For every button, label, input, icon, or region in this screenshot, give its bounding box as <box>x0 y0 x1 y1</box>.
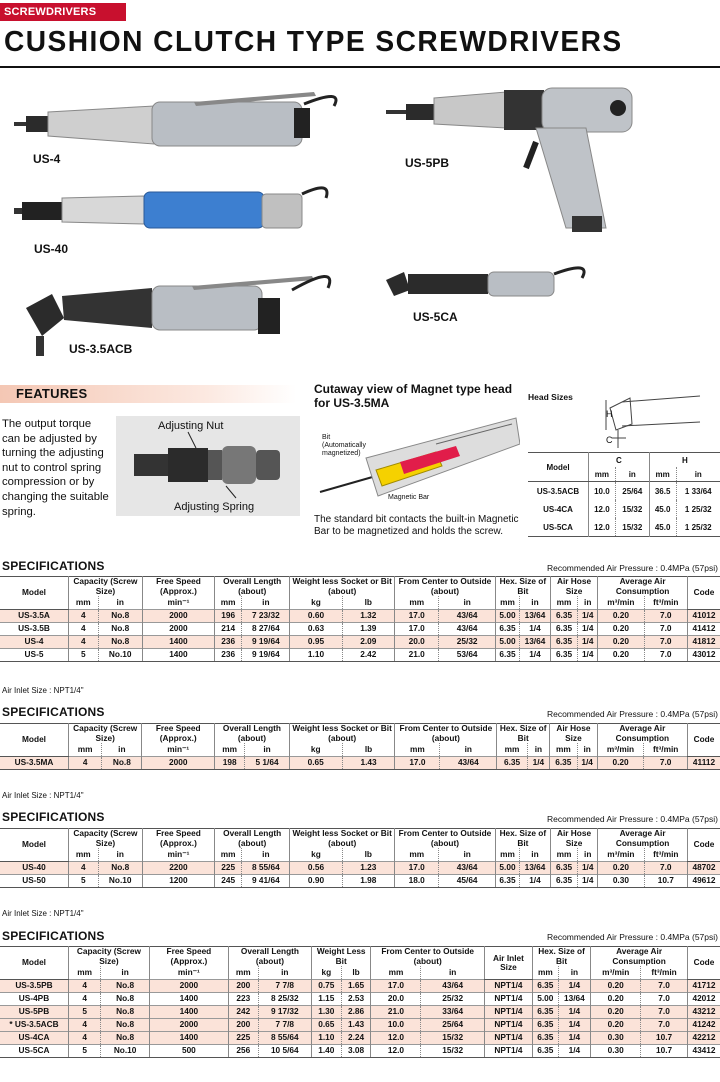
unit-cell: in <box>421 966 484 980</box>
unit-cell: kg <box>289 743 342 757</box>
us40-tool-image <box>14 180 334 240</box>
unit-cell: mm <box>214 596 241 610</box>
table-row: US-3.5MA 4 No.8 2000 198 5 1/64 0.65 1.43 17.0 43/64 6.35 1/4 6.35 1/4 0.20 7.0 41112 <box>0 757 720 770</box>
unit-cell: mm <box>214 848 241 862</box>
unit-cell: ft³/min <box>644 743 688 757</box>
table-row: US-50 5 No.10 1200 245 9 41/64 0.90 1.98 18.0 45/64 6.35 1/4 6.35 1/4 0.30 10.7 49612 <box>0 875 720 888</box>
spec3-title: SPECIFICATIONS <box>2 810 105 824</box>
unit-cell: m³/min <box>598 596 644 610</box>
unit-cell: in <box>258 966 311 980</box>
unit-cell: in <box>440 743 497 757</box>
ht-h-model: Model <box>528 453 589 482</box>
cutaway-note: The standard bit contacts the built-in Magnetic Bar to be magnetized and holds the screw. <box>314 514 519 537</box>
top-bar <box>0 0 720 22</box>
spec3-table <box>0 828 720 888</box>
h-cons: Average Air Consumption <box>591 947 688 967</box>
h-weight: Weight less Socket or Bit (about) <box>290 577 395 597</box>
h-capacity: Capacity (Screw Size) <box>69 829 143 849</box>
unit-cell: in <box>520 596 551 610</box>
h-model: Model <box>0 577 69 610</box>
h-code: Code <box>688 829 720 862</box>
h-capacity: Capacity (Screw Size) <box>69 577 143 597</box>
unit-cell: lb <box>341 966 371 980</box>
us4-tool-image <box>14 86 344 156</box>
spec2-title: SPECIFICATIONS <box>2 705 105 719</box>
us40-label: US-40 <box>34 242 69 256</box>
unit-cell: min⁻¹ <box>142 848 214 862</box>
features-title: FEATURES <box>16 386 88 401</box>
category-tag: SCREWDRIVERS <box>0 3 126 21</box>
asterisk-mark: * <box>9 1019 13 1030</box>
spec2-inlet: Air Inlet Size : NPT1/4" <box>2 791 84 800</box>
h-cons: Average Air Consumption <box>597 724 687 744</box>
unit-cell: in <box>101 966 149 980</box>
h-center: From Center to Outside (about) <box>371 947 484 967</box>
us5ca-label: US-5CA <box>413 310 458 324</box>
h-center: From Center to Outside (about) <box>394 577 495 597</box>
unit-cell: min⁻¹ <box>142 743 215 757</box>
ht-u-in: in <box>615 467 649 482</box>
table-row: US-40 4 No.8 2200 225 8 55/64 0.56 1.23 17.0 43/64 5.00 13/64 6.35 1/4 0.20 7.0 48702 <box>0 862 720 875</box>
h-hose: Air Hose Size <box>550 829 597 849</box>
spec3-inlet: Air Inlet Size : NPT1/4" <box>2 909 84 918</box>
spec1-air-pressure: Recommended Air Pressure : 0.4MPa (57psi) <box>546 563 718 573</box>
us5ca-tool-image <box>384 258 594 308</box>
unit-cell: mm <box>371 966 421 980</box>
spec3-air-pressure: Recommended Air Pressure : 0.4MPa (57psi) <box>546 814 718 824</box>
head-sizes-table <box>528 452 720 537</box>
h-weight: Weight Less Bit <box>311 947 371 967</box>
h-capacity: Capacity (Screw Size) <box>69 724 142 744</box>
h-length: Overall Length (about) <box>215 724 290 744</box>
unit-cell: min⁻¹ <box>149 966 228 980</box>
adjusting-spring-label: Adjusting Spring <box>174 501 255 513</box>
spec1-title: SPECIFICATIONS <box>2 559 105 573</box>
cutaway-title: Cutaway view of Magnet type head for US-3.5MA <box>314 382 513 410</box>
ht-row: US-4CA 12.0 15/32 45.0 1 25/32 <box>528 500 720 518</box>
unit-cell: in <box>558 966 591 980</box>
ht-row: US-5CA 12.0 15/32 45.0 1 25/32 <box>528 518 720 537</box>
h-inlet: Air Inlet Size <box>484 947 532 980</box>
h-model: Model <box>0 829 69 862</box>
table-row: US-3.5B 4 No.8 2000 214 8 27/64 0.63 1.39 17.0 43/64 6.35 1/4 6.35 1/4 0.20 7.0 41412 <box>0 623 720 636</box>
h-speed: Free Speed (Approx.) <box>142 829 214 849</box>
features-text: The output torque can be adjusted by turning the adjusting nut to control spring compression or by changing the suitable spring. <box>2 418 109 518</box>
unit-cell: min⁻¹ <box>142 596 214 610</box>
unit-cell: mm <box>495 596 519 610</box>
spec1-table <box>0 576 720 662</box>
unit-cell: m³/min <box>591 966 641 980</box>
h-weight: Weight less Socket or Bit (about) <box>289 724 395 744</box>
unit-cell: in <box>98 848 142 862</box>
us4-label: US-4 <box>33 152 61 166</box>
unit-cell: ft³/min <box>644 848 687 862</box>
model-name: US-4PB <box>18 993 50 1004</box>
ht-u-in2: in <box>676 467 720 482</box>
h-hex: Hex. Size of Bit <box>533 947 591 967</box>
unit-cell: mm <box>550 848 577 862</box>
table-row: * US-3.5ACB 4 No.8 2000 200 7 7/8 0.65 1.43 10.0 25/64 NPT1/4 6.35 1/4 0.20 7.0 41242 <box>0 1019 720 1032</box>
h-hex: Hex. Size of Bit <box>497 724 550 744</box>
table-row: US-3.5A 4 No.8 2000 196 7 23/32 0.60 1.32 17.0 43/64 5.00 13/64 6.35 1/4 0.20 7.0 41012 <box>0 610 720 623</box>
unit-cell: in <box>242 596 290 610</box>
unit-cell: lb <box>342 848 394 862</box>
spec4-air-pressure: Recommended Air Pressure : 0.4MPa (57psi) <box>546 932 718 942</box>
unit-cell: mm <box>69 966 101 980</box>
unit-cell: m³/min <box>597 743 644 757</box>
h-center: From Center to Outside (about) <box>395 724 497 744</box>
unit-cell: in <box>102 743 142 757</box>
h-weight: Weight less Socket or Bit (about) <box>290 829 395 849</box>
unit-cell: mm <box>215 743 245 757</box>
head-sizes-title: Head Sizes <box>528 392 573 402</box>
ht-h-h: H <box>649 453 720 468</box>
title-rule <box>0 66 720 68</box>
model-name: US-3.5ACB <box>14 1019 59 1030</box>
h-length: Overall Length (about) <box>214 577 289 597</box>
unit-cell: mm <box>228 966 258 980</box>
unit-cell: kg <box>290 596 342 610</box>
ht-h-c: C <box>589 453 650 468</box>
h-length: Overall Length (about) <box>228 947 311 967</box>
unit-cell: in <box>527 743 549 757</box>
model-name: US-3.5PB <box>15 980 53 991</box>
h-capacity: Capacity (Screw Size) <box>69 947 150 967</box>
unit-cell: kg <box>290 848 342 862</box>
unit-cell: in <box>578 596 598 610</box>
unit-cell: in <box>520 848 551 862</box>
unit-cell: mm <box>69 848 99 862</box>
unit-cell: mm <box>394 596 438 610</box>
h-code: Code <box>688 577 720 610</box>
h-hose: Air Hose Size <box>550 724 598 744</box>
h-code: Code <box>688 724 720 757</box>
h-model: Model <box>0 947 69 980</box>
spec2-table <box>0 723 720 770</box>
h-cons: Average Air Consumption <box>598 829 688 849</box>
unit-cell: mm <box>394 848 438 862</box>
adjusting-nut-label: Adjusting Nut <box>158 420 224 432</box>
h-speed: Free Speed (Approx.) <box>142 577 214 597</box>
unit-cell: lb <box>342 596 394 610</box>
h-code: Code <box>688 947 720 980</box>
unit-cell: mm <box>69 596 99 610</box>
model-name: US-5CA <box>18 1045 50 1056</box>
unit-cell: mm <box>395 743 440 757</box>
unit-cell: lb <box>342 743 395 757</box>
bit-label: Bit (Automatically magnetized) <box>322 434 366 457</box>
h-model: Model <box>0 724 69 757</box>
cutaway-image <box>316 414 520 504</box>
h-center: From Center to Outside (about) <box>394 829 495 849</box>
h-speed: Free Speed (Approx.) <box>142 724 215 744</box>
table-row: US-5 5 No.10 1400 236 9 19/64 1.10 2.42 21.0 53/64 6.35 1/4 6.35 1/4 0.20 7.0 43012 <box>0 649 720 662</box>
unit-cell: mm <box>495 848 519 862</box>
unit-cell: mm <box>69 743 102 757</box>
unit-cell: mm <box>497 743 527 757</box>
unit-cell: in <box>577 743 597 757</box>
h-length: Overall Length (about) <box>214 829 289 849</box>
h-hex: Hex. Size of Bit <box>495 829 550 849</box>
unit-cell: in <box>98 596 142 610</box>
ht-u-mm: mm <box>589 467 616 482</box>
h-cons: Average Air Consumption <box>598 577 688 597</box>
h-dim-label: H <box>606 409 613 419</box>
us5pb-label: US-5PB <box>405 156 450 170</box>
unit-cell: in <box>578 848 598 862</box>
us35acb-label: US-3.5ACB <box>69 342 133 356</box>
head-size-diagram <box>600 392 710 448</box>
h-speed: Free Speed (Approx.) <box>149 947 228 967</box>
h-hex: Hex. Size of Bit <box>495 577 550 597</box>
table-row: US-4PB 4 No.8 1400 223 8 25/32 1.15 2.53 20.0 25/32 NPT1/4 5.00 13/64 0.20 7.0 42012 <box>0 993 720 1006</box>
ht-u-mm2: mm <box>649 467 676 482</box>
unit-cell: mm <box>550 743 578 757</box>
unit-cell: in <box>439 596 495 610</box>
unit-cell: m³/min <box>598 848 644 862</box>
page-title: CUSHION CLUTCH TYPE SCREWDRIVERS <box>4 26 623 58</box>
unit-cell: kg <box>311 966 341 980</box>
table-row: US-5PB 5 No.8 1400 242 9 17/32 1.30 2.86 21.0 33/64 NPT1/4 6.35 1/4 0.20 7.0 43212 <box>0 1006 720 1019</box>
spec1-inlet: Air Inlet Size : NPT1/4" <box>2 686 84 695</box>
unit-cell: ft³/min <box>644 596 687 610</box>
table-row: US-3.5PB 4 No.8 2000 200 7 7/8 0.75 1.65 17.0 43/64 NPT1/4 6.35 1/4 0.20 7.0 41712 <box>0 980 720 993</box>
spec2-air-pressure: Recommended Air Pressure : 0.4MPa (57psi) <box>546 709 718 719</box>
unit-cell: mm <box>533 966 559 980</box>
spec4-table <box>0 946 720 1058</box>
table-row: US-5CA 5 No.10 500 256 10 5/64 1.40 3.08 12.0 15/32 NPT1/4 6.35 1/4 0.30 10.7 43412 <box>0 1045 720 1058</box>
spec4-title: SPECIFICATIONS <box>2 929 105 943</box>
ht-row: US-3.5ACB 10.0 25/64 36.5 1 33/64 <box>528 482 720 501</box>
c-dim-label: C <box>606 435 613 445</box>
table-row: US-4 4 No.8 1400 236 9 19/64 0.95 2.09 20.0 25/32 5.00 13/64 6.35 1/4 0.20 7.0 41812 <box>0 636 720 649</box>
unit-cell: ft³/min <box>641 966 688 980</box>
h-hose: Air Hose Size <box>550 577 597 597</box>
unit-cell: mm <box>550 596 577 610</box>
unit-cell: in <box>242 848 290 862</box>
model-name: US-4CA <box>18 1032 50 1043</box>
unit-cell: in <box>439 848 495 862</box>
unit-cell: in <box>245 743 289 757</box>
model-name: US-5PB <box>18 1006 50 1017</box>
magnetic-bar-label: Magnetic Bar <box>388 494 430 501</box>
table-row: US-4CA 4 No.8 1400 225 8 55/64 1.10 2.24 12.0 15/32 NPT1/4 6.35 1/4 0.30 10.7 42212 <box>0 1032 720 1045</box>
